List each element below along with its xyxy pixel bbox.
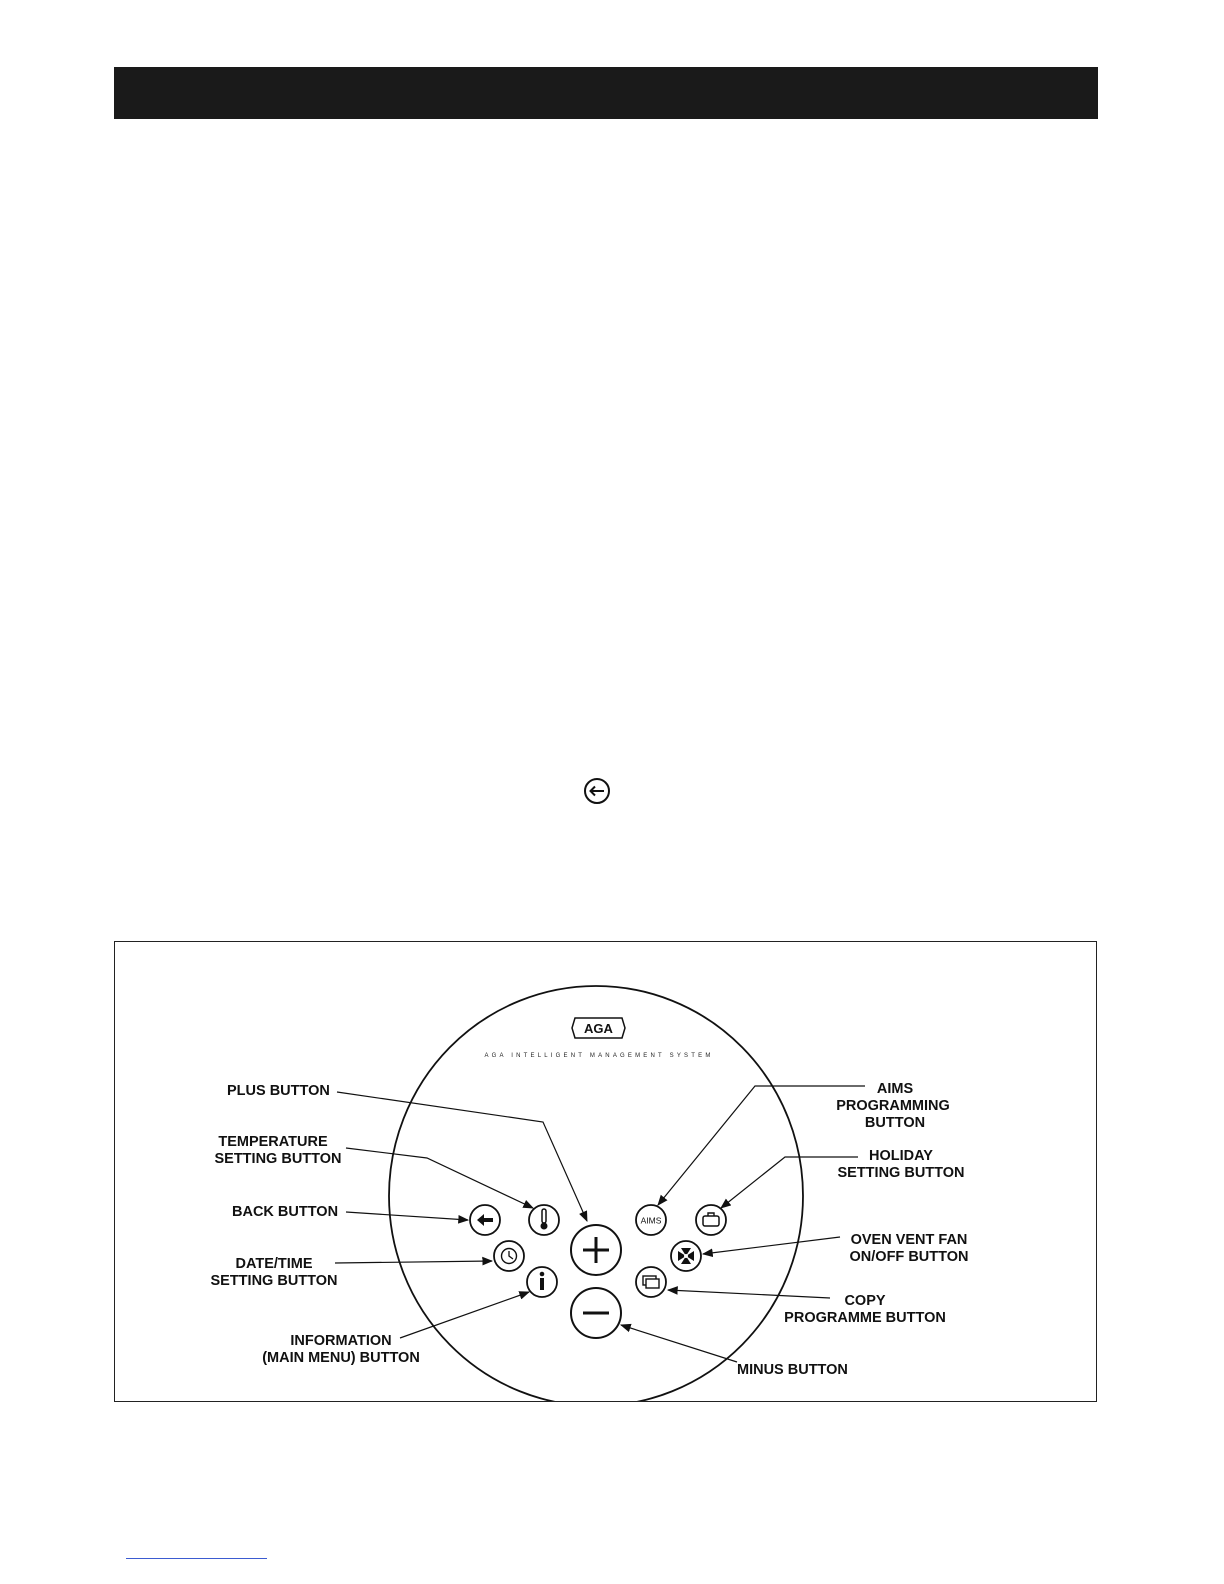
- back-arrow-circle-icon: [583, 777, 611, 805]
- aims-programming-label: AIMS PROGRAMMING BUTTON: [836, 1081, 950, 1131]
- control-panel-diagram: [114, 941, 1097, 1402]
- oven-vent-fan-label: OVEN VENT FAN ON/OFF BUTTON: [849, 1232, 969, 1265]
- aims-programming-button[interactable]: [636, 1205, 666, 1235]
- information-label: INFORMATION (MAIN MENU) BUTTON: [262, 1333, 420, 1366]
- information-button[interactable]: [527, 1267, 557, 1297]
- control-panel-face: [389, 986, 803, 1402]
- section-header-bar: [114, 67, 1098, 119]
- aims-icon: AIMS: [640, 1215, 662, 1226]
- aga-logo: [572, 1018, 625, 1038]
- minus-button-label: MINUS BUTTON: [737, 1362, 848, 1378]
- copy-programme-button[interactable]: [636, 1267, 666, 1297]
- copy-programme-label: COPY PROGRAMME BUTTON: [784, 1293, 946, 1326]
- back-button[interactable]: [470, 1205, 500, 1235]
- panel-subtitle: AGA INTELLIGENT MANAGEMENT SYSTEM: [484, 1053, 714, 1059]
- info-icon: [540, 1272, 545, 1290]
- datetime-setting-label: DATE/TIME SETTING BUTTON: [210, 1256, 338, 1289]
- plus-button-label: PLUS BUTTON: [227, 1083, 330, 1099]
- brand-text: AGA: [584, 1021, 613, 1036]
- footer-rule: [126, 1558, 267, 1559]
- holiday-setting-button[interactable]: [696, 1205, 726, 1235]
- temperature-setting-label: TEMPERATURE SETTING BUTTON: [214, 1134, 342, 1167]
- datetime-setting-button[interactable]: [494, 1241, 524, 1271]
- temperature-setting-button[interactable]: [529, 1205, 559, 1235]
- holiday-setting-label: HOLIDAY SETTING BUTTON: [837, 1148, 965, 1181]
- back-button-label: BACK BUTTON: [232, 1204, 339, 1220]
- oven-vent-fan-button[interactable]: [671, 1241, 701, 1271]
- plus-button[interactable]: [571, 1225, 621, 1275]
- minus-button[interactable]: [571, 1288, 621, 1338]
